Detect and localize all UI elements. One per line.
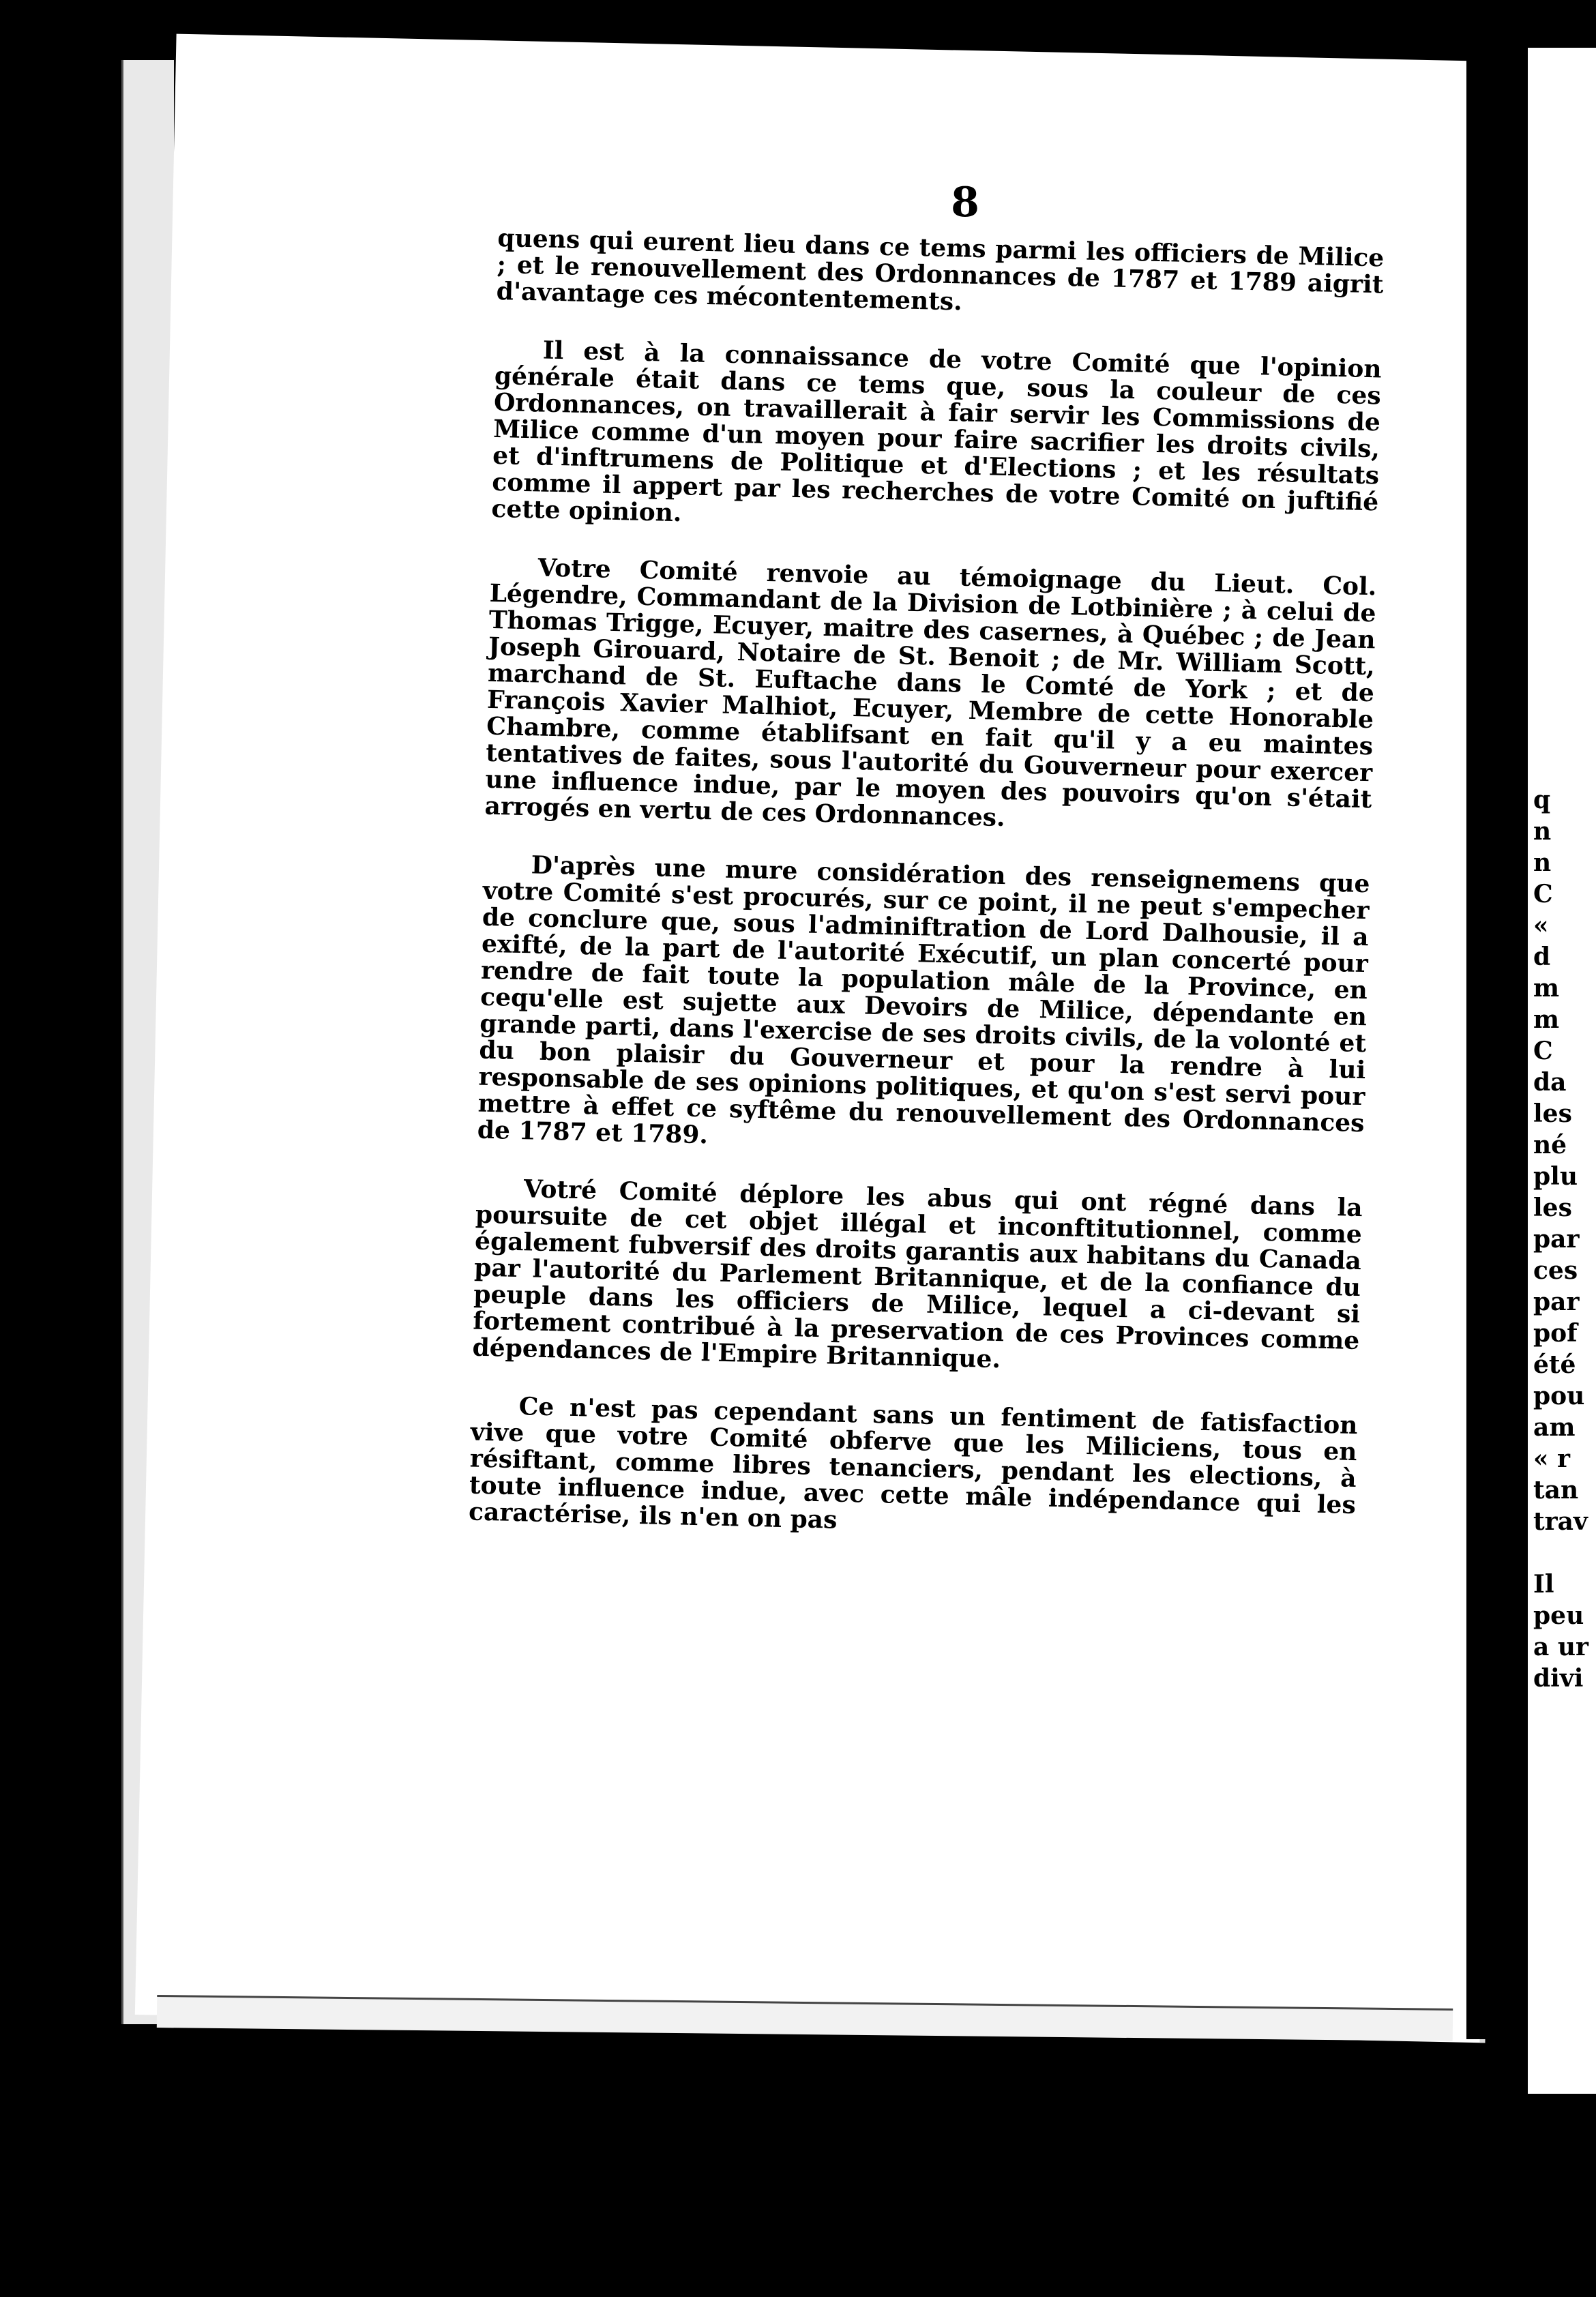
fragment-line: les bbox=[1533, 1194, 1572, 1222]
fragment-line: C bbox=[1533, 880, 1553, 908]
fragment-line: peu bbox=[1533, 1601, 1584, 1630]
fragment-line: « r bbox=[1533, 1444, 1570, 1473]
fragment-line: plu bbox=[1533, 1162, 1578, 1191]
paragraph: Ce n'est pas cependant sans un fentiment de fatisfaction vive que votre Comité obferve que les Miliciens, tous en résiftant, comme libres tenanciers, pendant les elections, à toute influence indue, avec cette mâle indépendance qui les caractérise, ils n'en on pas bbox=[468, 1392, 1358, 1535]
fragment-line: par bbox=[1533, 1288, 1580, 1316]
fragment-line: n bbox=[1533, 817, 1552, 846]
fragment-line: pof bbox=[1533, 1319, 1578, 1348]
fragment-line: am bbox=[1533, 1413, 1576, 1442]
page-gutter bbox=[1466, 27, 1528, 2039]
fragment-line: né bbox=[1533, 1131, 1567, 1159]
fragment-line: pou bbox=[1533, 1382, 1585, 1410]
fragment-line: divi bbox=[1533, 1664, 1584, 1693]
fragment-line: par bbox=[1533, 1225, 1580, 1254]
paragraph: D'après une mure considération des renseignemens que votre Comité s'est procurés, sur ce point, il ne peut s'empecher de conclure que, sous l'adminiftration de Lord Dalhousie, il a exifté, de la part de l'autorité Exécutif, un plan concerté pour rendre de fait toute la population mâle de la Province, en cequ'elle est sujette aux Devoirs de Milice, dépendante en grande parti, dans l'exercise de ses droits civils, de la volonté et du bon plaisir du Gouverneur et pour la rendre à lui responsable de ses opinions politiques, et qu'on s'est servi pour mettre à effet ce syftême du renouvellement des Ordonnances de 1787 et 1789. bbox=[477, 850, 1370, 1150]
adjacent-page-text bbox=[1533, 784, 1588, 1694]
page-number: 8 bbox=[951, 179, 979, 226]
paragraph: Votre Comité renvoie au témoignage du Lieut. Col. Légendre, Commandant de la Division de Lotbinière ; à celui de Thomas Trigge, Ecuyer, maitre des casernes, à Québec ; de Jean Joseph Girouard, Notaire de St. Benoit ; de Mr. William Scott, marchand de St. Euftache dans le Comté de York ; et de François Xavier Malhiot, Ecuyer, Membre de cette Honorable Chambre, comme établifsant en fait qu'il y a eu maintes tentatives de faites, sous l'autorité du Gouverneur pour exercer une influence indue, par le moyen des pouvoirs qu'on s'était arrogés en vertu de ces Ordonnances. bbox=[484, 553, 1377, 833]
fragment-line: ces bbox=[1533, 1256, 1578, 1285]
body-text bbox=[468, 225, 1385, 1577]
fragment-line: d bbox=[1533, 943, 1551, 971]
fragment-line: q bbox=[1533, 786, 1551, 814]
fragment-line: « bbox=[1533, 911, 1549, 940]
fragment-line: trav bbox=[1533, 1507, 1588, 1536]
fragment-line: m bbox=[1533, 1005, 1560, 1034]
fragment-line: été bbox=[1533, 1350, 1576, 1379]
fragment-line: n bbox=[1533, 848, 1552, 877]
fragment-line: tan bbox=[1533, 1476, 1579, 1505]
paragraph: Votré Comité déplore les abus qui ont régné dans la poursuite de cet objet illégal et inconftitutionnel, comme également fubversif des droits garantis aux habitans du Canada par l'autorité du Parlement Britannique, et de la confiance du peuple dans les officiers de Milice, lequel a ci-devant si fortement contribué à la preservation de ces Provinces comme dépendances de l'Empire Britannique. bbox=[472, 1174, 1363, 1374]
fragment-line: da bbox=[1533, 1068, 1567, 1097]
fragment-line: les bbox=[1533, 1099, 1572, 1128]
fragment-line: C bbox=[1533, 1037, 1553, 1065]
paragraph: quens qui eurent lieu dans ce tems parmi les officiers de Milice ; et le renouvellement des Ordonnances de 1787 et 1789 aigrit d'avantage ces mécontentements. bbox=[496, 224, 1385, 316]
fragment-line: a ur bbox=[1533, 1633, 1588, 1661]
fragment-line: m bbox=[1533, 974, 1560, 1003]
fragment-line bbox=[1533, 1537, 1582, 1569]
paragraph: Il est à la connaissance de votre Comité que l'opinion générale était dans ce tems que, sous la couleur de ces Ordonnances, on travaillerait à fair servir les Commissions de Milice comme d'un moyen pour faire sacrifier les droits civils, et d'inftrumens de Politique et d'Elections ; et les résultats comme il appert par les recherches de votre Comité on juftifié cette opinion. bbox=[491, 336, 1383, 528]
fragment-line: Il bbox=[1533, 1570, 1554, 1599]
